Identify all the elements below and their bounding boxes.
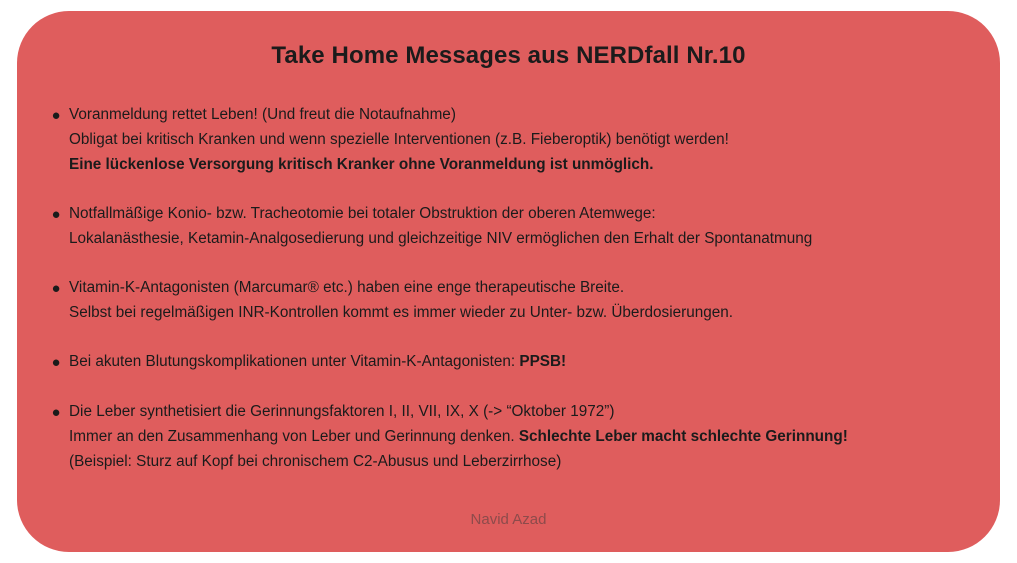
- list-item: [43, 102, 1000, 177]
- list-item: [43, 399, 1000, 474]
- author-credit: Navid Azad: [470, 511, 547, 528]
- list-item-line: Voranmeldung rettet Leben! (Und freut die Notaufnahme): [69, 106, 456, 123]
- bullet-list: [17, 102, 1000, 474]
- list-item: [43, 349, 1000, 375]
- bullet-marker-icon: ●: [51, 206, 61, 223]
- list-item-line: Selbst bei regelmäßigen INR-Kontrollen kommt es immer wieder zu Unter- bzw. Überdosierungen.: [69, 304, 733, 321]
- line-text-plain: Immer an den Zusammenhang von Leber und Gerinnung denken.: [69, 428, 519, 445]
- list-item-line: Eine lückenlose Versorgung kritisch Kranker ohne Voranmeldung ist unmöglich.: [69, 156, 654, 173]
- list-item-line: [69, 349, 1000, 374]
- list-item: [43, 201, 1000, 251]
- bullet-marker-icon: ●: [51, 404, 61, 421]
- slide-card: [17, 11, 1000, 552]
- bullet-marker-icon: ●: [51, 107, 61, 124]
- line-text-emphasis: Schlechte Leber macht schlechte Gerinnung!: [518, 428, 848, 445]
- list-item-line: Lokalanästhesie, Ketamin-Analgosedierung und gleichzeitige NIV ermöglichen den Erhalt der Spontanatmung: [69, 230, 813, 247]
- list-item: [43, 275, 1000, 325]
- list-item-line: Die Leber synthetisiert die Gerinnungsfaktoren I, II, VII, IX, X (-> “Oktober 1972”): [69, 403, 615, 420]
- bullet-marker-icon: ●: [51, 354, 61, 371]
- list-item-text: [69, 275, 1000, 325]
- list-item-text: [69, 102, 1000, 177]
- list-item-line: (Beispiel: Sturz auf Kopf bei chronischem C2-Abusus und Leberzirrhose): [69, 453, 562, 470]
- line-text-emphasis: PPSB!: [519, 353, 567, 370]
- list-item-line: [69, 424, 1000, 449]
- line-text-plain: Bei akuten Blutungskomplikationen unter Vitamin-K-Antagonisten:: [69, 353, 520, 370]
- list-item-text: [69, 201, 1000, 251]
- list-item-line: Obligat bei kritisch Kranken und wenn spezielle Interventionen (z.B. Fieberoptik) benötigt werden!: [69, 131, 729, 148]
- list-item-line: Vitamin-K-Antagonisten (Marcumar® etc.) haben eine enge therapeutische Breite.: [69, 279, 625, 296]
- page-title: Take Home Messages aus NERDfall Nr.10: [271, 42, 746, 69]
- list-item-text: [69, 349, 1000, 374]
- list-item-line: Notfallmäßige Konio- bzw. Tracheotomie bei totaler Obstruktion der oberen Atemwege:: [69, 205, 656, 222]
- list-item-text: [69, 399, 1000, 474]
- bullet-marker-icon: ●: [51, 280, 61, 297]
